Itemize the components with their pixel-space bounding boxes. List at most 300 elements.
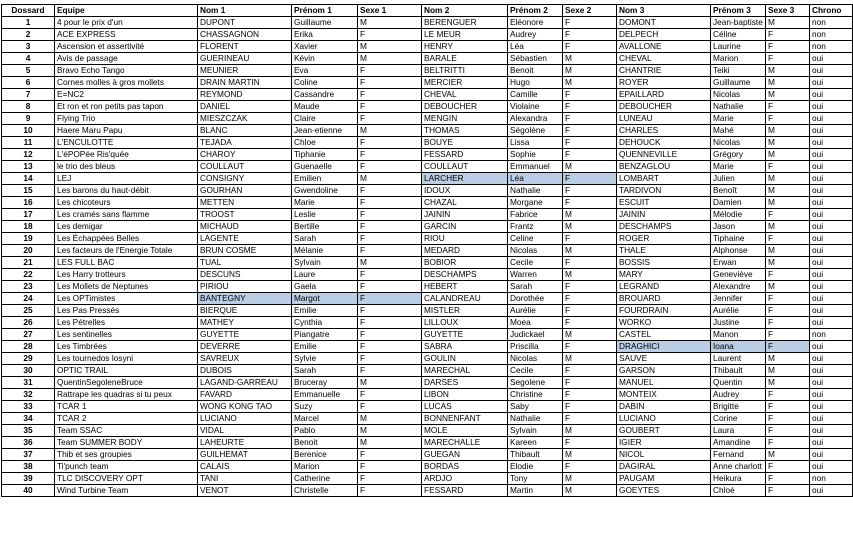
table-row <box>2 29 853 41</box>
cell-equipe: TCAR 1 <box>55 401 198 413</box>
cell-prenom-1: Emilien <box>292 173 358 185</box>
cell-nom-3: THALE <box>617 245 711 257</box>
cell-prenom-2: Nicolas <box>508 245 563 257</box>
cell-chrono: oui <box>810 221 853 233</box>
cell-sexe-1: F <box>358 113 422 125</box>
cell-prenom-2: Cecile <box>508 365 563 377</box>
cell-nom-2: CHAZAL <box>422 197 508 209</box>
cell-prenom-3: Grégory <box>711 149 766 161</box>
cell-sexe-3: F <box>766 209 810 221</box>
cell-prenom-1: Kévin <box>292 53 358 65</box>
cell-sexe-2: F <box>563 149 617 161</box>
cell-sexe-2: F <box>563 185 617 197</box>
cell-prenom-3: Amandine <box>711 437 766 449</box>
cell-chrono: oui <box>810 449 853 461</box>
cell-sexe-2: F <box>563 101 617 113</box>
cell-sexe-2: F <box>563 389 617 401</box>
cell-prenom-2: Kareen <box>508 437 563 449</box>
cell-chrono: oui <box>810 437 853 449</box>
cell-equipe: 4 pour le prix d'un <box>55 17 198 29</box>
cell-prenom-1: Emilie <box>292 341 358 353</box>
cell-nom-2: CHEVAL <box>422 89 508 101</box>
table-row <box>2 17 853 29</box>
cell-prenom-1: Sylvie <box>292 353 358 365</box>
cell-dossard: 12 <box>2 149 55 161</box>
cell-chrono: non <box>810 41 853 53</box>
cell-nom-2: LILLOUX <box>422 317 508 329</box>
header-dossard: Dossard <box>2 5 55 17</box>
cell-nom-3: LUCIANO <box>617 413 711 425</box>
cell-sexe-1: F <box>358 305 422 317</box>
cell-equipe: QuentinSegoleneBruce <box>55 377 198 389</box>
cell-sexe-1: M <box>358 413 422 425</box>
cell-chrono: oui <box>810 341 853 353</box>
cell-prenom-1: Pablo <box>292 425 358 437</box>
cell-dossard: 23 <box>2 281 55 293</box>
cell-equipe: Cornes molles à gros mollets <box>55 77 198 89</box>
cell-sexe-1: F <box>358 389 422 401</box>
cell-sexe-2: M <box>563 449 617 461</box>
cell-prenom-3: Manon <box>711 329 766 341</box>
cell-nom-1: LAGAND-GARREAU <box>198 377 292 389</box>
cell-sexe-2: F <box>563 29 617 41</box>
table-row <box>2 461 853 473</box>
cell-prenom-2: Nicolas <box>508 353 563 365</box>
cell-sexe-2: M <box>563 329 617 341</box>
cell-sexe-2: F <box>563 413 617 425</box>
cell-prenom-1: Leslie <box>292 209 358 221</box>
cell-equipe: ACE EXPRESS <box>55 29 198 41</box>
cell-nom-3: BOSSIS <box>617 257 711 269</box>
cell-prenom-2: Christine <box>508 389 563 401</box>
cell-nom-1: MIESZCZAK <box>198 113 292 125</box>
cell-prenom-2: Moea <box>508 317 563 329</box>
cell-sexe-1: F <box>358 209 422 221</box>
table-row <box>2 377 853 389</box>
cell-sexe-3: F <box>766 329 810 341</box>
cell-prenom-2: Hugo <box>508 77 563 89</box>
cell-prenom-2: Léa <box>508 41 563 53</box>
cell-sexe-3: M <box>766 125 810 137</box>
cell-chrono: oui <box>810 113 853 125</box>
cell-sexe-2: F <box>563 341 617 353</box>
cell-prenom-2: Nathalie <box>508 185 563 197</box>
cell-prenom-1: Gwendoline <box>292 185 358 197</box>
cell-prenom-3: Heikura <box>711 473 766 485</box>
cell-chrono: oui <box>810 461 853 473</box>
cell-nom-1: LUCIANO <box>198 413 292 425</box>
cell-nom-3: CASTEL <box>617 329 711 341</box>
cell-sexe-1: F <box>358 293 422 305</box>
cell-dossard: 17 <box>2 209 55 221</box>
cell-equipe: Les Pas Pressés <box>55 305 198 317</box>
cell-nom-2: DESCHAMPS <box>422 269 508 281</box>
cell-dossard: 25 <box>2 305 55 317</box>
cell-equipe: Ti'punch team <box>55 461 198 473</box>
cell-chrono: oui <box>810 317 853 329</box>
cell-nom-1: PIRIOU <box>198 281 292 293</box>
cell-sexe-1: F <box>358 461 422 473</box>
cell-prenom-1: Marcel <box>292 413 358 425</box>
cell-prenom-2: Cecile <box>508 257 563 269</box>
cell-prenom-1: Marie <box>292 197 358 209</box>
cell-sexe-1: F <box>358 233 422 245</box>
cell-nom-3: DESCHAMPS <box>617 221 711 233</box>
table-row <box>2 161 853 173</box>
cell-sexe-3: F <box>766 29 810 41</box>
cell-sexe-3: M <box>766 449 810 461</box>
cell-prenom-1: Chloe <box>292 137 358 149</box>
cell-prenom-3: Chloé <box>711 485 766 497</box>
cell-nom-1: BIERQUE <box>198 305 292 317</box>
cell-chrono: oui <box>810 269 853 281</box>
cell-dossard: 5 <box>2 65 55 77</box>
table-row <box>2 449 853 461</box>
cell-prenom-3: Julien <box>711 173 766 185</box>
cell-sexe-1: F <box>358 161 422 173</box>
cell-prenom-2: Dorothée <box>508 293 563 305</box>
cell-nom-2: MOLE <box>422 425 508 437</box>
cell-equipe: OPTIC TRAIL <box>55 365 198 377</box>
cell-nom-1: TANI <box>198 473 292 485</box>
cell-prenom-3: Anne charlott <box>711 461 766 473</box>
cell-equipe: Les OPTimistes <box>55 293 198 305</box>
header-sexe-2: Sexe 2 <box>563 5 617 17</box>
cell-nom-1: TEJADA <box>198 137 292 149</box>
cell-equipe: Les demigar <box>55 221 198 233</box>
cell-equipe: L'ENCULOTTE <box>55 137 198 149</box>
cell-sexe-1: F <box>358 65 422 77</box>
cell-prenom-3: Marie <box>711 113 766 125</box>
cell-chrono: non <box>810 29 853 41</box>
cell-dossard: 31 <box>2 377 55 389</box>
cell-sexe-1: F <box>358 89 422 101</box>
cell-sexe-2: M <box>563 425 617 437</box>
cell-dossard: 9 <box>2 113 55 125</box>
cell-nom-1: VIDAL <box>198 425 292 437</box>
cell-prenom-1: Eva <box>292 65 358 77</box>
cell-prenom-1: Maude <box>292 101 358 113</box>
cell-prenom-3: Benoît <box>711 185 766 197</box>
table-row <box>2 41 853 53</box>
cell-nom-1: LAGENTE <box>198 233 292 245</box>
cell-sexe-2: F <box>563 437 617 449</box>
cell-chrono: oui <box>810 425 853 437</box>
cell-prenom-3: Ioana <box>711 341 766 353</box>
cell-dossard: 32 <box>2 389 55 401</box>
table-row <box>2 221 853 233</box>
cell-prenom-3: Aurélie <box>711 305 766 317</box>
cell-prenom-1: Sarah <box>292 365 358 377</box>
table-row <box>2 425 853 437</box>
cell-sexe-2: M <box>563 65 617 77</box>
cell-chrono: non <box>810 329 853 341</box>
cell-equipe: TCAR 2 <box>55 413 198 425</box>
cell-chrono: non <box>810 17 853 29</box>
cell-nom-3: MANUEL <box>617 377 711 389</box>
table-row <box>2 401 853 413</box>
cell-nom-2: RIOU <box>422 233 508 245</box>
cell-chrono: oui <box>810 353 853 365</box>
cell-chrono: oui <box>810 245 853 257</box>
table-row <box>2 257 853 269</box>
cell-chrono: oui <box>810 101 853 113</box>
cell-dossard: 16 <box>2 197 55 209</box>
cell-prenom-1: Gaela <box>292 281 358 293</box>
cell-sexe-2: F <box>563 173 617 185</box>
cell-prenom-1: Bertille <box>292 221 358 233</box>
cell-sexe-3: M <box>766 137 810 149</box>
cell-sexe-1: F <box>358 281 422 293</box>
cell-prenom-3: Fernand <box>711 449 766 461</box>
header-sexe-3: Sexe 3 <box>766 5 810 17</box>
cell-prenom-3: Audrey <box>711 389 766 401</box>
table-row <box>2 65 853 77</box>
table-row <box>2 113 853 125</box>
cell-chrono: oui <box>810 149 853 161</box>
cell-prenom-1: Mélanie <box>292 245 358 257</box>
table-row <box>2 389 853 401</box>
cell-sexe-3: M <box>766 185 810 197</box>
cell-sexe-2: F <box>563 317 617 329</box>
cell-sexe-3: M <box>766 245 810 257</box>
cell-prenom-2: Violaine <box>508 101 563 113</box>
cell-prenom-2: Segolene <box>508 377 563 389</box>
cell-nom-2: COULLAUT <box>422 161 508 173</box>
cell-chrono: oui <box>810 209 853 221</box>
header-chrono: Chrono <box>810 5 853 17</box>
table-row <box>2 317 853 329</box>
cell-nom-3: CHARLES <box>617 125 711 137</box>
cell-sexe-3: F <box>766 317 810 329</box>
cell-nom-3: DRAGHICI <box>617 341 711 353</box>
cell-nom-2: BOUYE <box>422 137 508 149</box>
cell-nom-2: DEBOUCHER <box>422 101 508 113</box>
cell-nom-2: BORDAS <box>422 461 508 473</box>
cell-prenom-2: Eléonore <box>508 17 563 29</box>
cell-nom-2: FESSARD <box>422 485 508 497</box>
cell-dossard: 6 <box>2 77 55 89</box>
cell-sexe-2: M <box>563 221 617 233</box>
table-row <box>2 245 853 257</box>
cell-nom-3: SAUVE <box>617 353 711 365</box>
cell-prenom-2: Tony <box>508 473 563 485</box>
cell-nom-2: MERCIER <box>422 77 508 89</box>
cell-prenom-3: Justine <box>711 317 766 329</box>
cell-nom-1: LAHEURTE <box>198 437 292 449</box>
cell-chrono: oui <box>810 125 853 137</box>
cell-prenom-1: Coline <box>292 77 358 89</box>
table-row <box>2 197 853 209</box>
header-sexe-1: Sexe 1 <box>358 5 422 17</box>
cell-nom-3: GOUBERT <box>617 425 711 437</box>
cell-prenom-1: Marion <box>292 461 358 473</box>
cell-dossard: 40 <box>2 485 55 497</box>
cell-nom-1: FLORENT <box>198 41 292 53</box>
cell-chrono: oui <box>810 377 853 389</box>
cell-prenom-2: Thibault <box>508 449 563 461</box>
cell-dossard: 11 <box>2 137 55 149</box>
cell-chrono: oui <box>810 53 853 65</box>
cell-nom-3: QUENNEVILLE <box>617 149 711 161</box>
cell-nom-2: MENGIN <box>422 113 508 125</box>
cell-nom-3: GARSON <box>617 365 711 377</box>
cell-sexe-3: F <box>766 461 810 473</box>
cell-prenom-2: Léa <box>508 173 563 185</box>
cell-prenom-3: Teiki <box>711 65 766 77</box>
cell-dossard: 24 <box>2 293 55 305</box>
cell-nom-1: DEVERRE <box>198 341 292 353</box>
cell-nom-2: LARCHER <box>422 173 508 185</box>
cell-prenom-3: Thibault <box>711 365 766 377</box>
cell-nom-1: WONG KONG TAO <box>198 401 292 413</box>
cell-prenom-3: Marion <box>711 53 766 65</box>
cell-nom-3: DAGIRAL <box>617 461 711 473</box>
cell-chrono: oui <box>810 89 853 101</box>
cell-prenom-1: Claire <box>292 113 358 125</box>
cell-sexe-3: F <box>766 425 810 437</box>
cell-sexe-3: M <box>766 281 810 293</box>
cell-equipe: Les Pétrelles <box>55 317 198 329</box>
cell-nom-3: DEHOUCK <box>617 137 711 149</box>
cell-sexe-1: F <box>358 77 422 89</box>
cell-sexe-1: F <box>358 221 422 233</box>
cell-nom-1: GUYETTE <box>198 329 292 341</box>
table-row <box>2 365 853 377</box>
cell-nom-1: GUILHEMAT <box>198 449 292 461</box>
cell-chrono: oui <box>810 185 853 197</box>
cell-dossard: 2 <box>2 29 55 41</box>
cell-nom-1: MICHAUD <box>198 221 292 233</box>
cell-sexe-1: F <box>358 329 422 341</box>
cell-sexe-1: F <box>358 269 422 281</box>
cell-sexe-3: F <box>766 233 810 245</box>
cell-equipe: Avis de passage <box>55 53 198 65</box>
cell-nom-2: BONNENFANT <box>422 413 508 425</box>
cell-sexe-3: F <box>766 305 810 317</box>
cell-prenom-3: Laurine <box>711 41 766 53</box>
cell-equipe: Les facteurs de l'Energie Totale <box>55 245 198 257</box>
cell-nom-2: MISTLER <box>422 305 508 317</box>
table-row <box>2 341 853 353</box>
cell-sexe-1: M <box>358 257 422 269</box>
cell-sexe-1: F <box>358 197 422 209</box>
cell-nom-1: MEUNIER <box>198 65 292 77</box>
cell-sexe-3: M <box>766 365 810 377</box>
cell-nom-3: WORKO <box>617 317 711 329</box>
cell-dossard: 14 <box>2 173 55 185</box>
cell-sexe-2: F <box>563 461 617 473</box>
cell-prenom-2: Sarah <box>508 281 563 293</box>
cell-dossard: 3 <box>2 41 55 53</box>
cell-equipe: Les Harry trotteurs <box>55 269 198 281</box>
cell-chrono: oui <box>810 173 853 185</box>
table-row <box>2 53 853 65</box>
table-row <box>2 185 853 197</box>
table-row <box>2 329 853 341</box>
cell-nom-2: IDOUX <box>422 185 508 197</box>
cell-sexe-2: F <box>563 305 617 317</box>
cell-nom-1: FAVARD <box>198 389 292 401</box>
cell-sexe-2: F <box>563 257 617 269</box>
cell-sexe-1: F <box>358 185 422 197</box>
cell-sexe-2: F <box>563 137 617 149</box>
cell-nom-3: CHANTRIE <box>617 65 711 77</box>
cell-nom-3: IGIER <box>617 437 711 449</box>
cell-prenom-3: Erwan <box>711 257 766 269</box>
cell-sexe-3: F <box>766 437 810 449</box>
cell-sexe-3: M <box>766 257 810 269</box>
cell-sexe-2: F <box>563 17 617 29</box>
cell-chrono: oui <box>810 197 853 209</box>
cell-prenom-2: Benoit <box>508 65 563 77</box>
cell-prenom-2: Judickael <box>508 329 563 341</box>
cell-sexe-1: M <box>358 437 422 449</box>
cell-prenom-3: Nicolas <box>711 137 766 149</box>
cell-nom-1: DUPONT <box>198 17 292 29</box>
cell-nom-1: SAVREUX <box>198 353 292 365</box>
cell-sexe-2: F <box>563 365 617 377</box>
cell-sexe-1: F <box>358 449 422 461</box>
cell-nom-2: HENRY <box>422 41 508 53</box>
cell-prenom-1: Jean-etienne <box>292 125 358 137</box>
cell-nom-2: MARECHALLE <box>422 437 508 449</box>
cell-nom-1: CALAIS <box>198 461 292 473</box>
cell-equipe: Bravo Echo Tango <box>55 65 198 77</box>
cell-nom-1: BRUN COSME <box>198 245 292 257</box>
cell-chrono: oui <box>810 293 853 305</box>
cell-prenom-2: Alexandra <box>508 113 563 125</box>
table-row <box>2 89 853 101</box>
cell-sexe-3: M <box>766 89 810 101</box>
participants-table <box>1 4 853 497</box>
cell-prenom-1: Laure <box>292 269 358 281</box>
cell-nom-1: DANIEL <box>198 101 292 113</box>
cell-prenom-3: Jason <box>711 221 766 233</box>
table-row <box>2 305 853 317</box>
cell-dossard: 27 <box>2 329 55 341</box>
table-body <box>2 17 853 497</box>
table-row <box>2 293 853 305</box>
table-row <box>2 437 853 449</box>
cell-dossard: 7 <box>2 89 55 101</box>
cell-sexe-1: F <box>358 245 422 257</box>
cell-dossard: 4 <box>2 53 55 65</box>
cell-nom-2: ARDJO <box>422 473 508 485</box>
cell-dossard: 20 <box>2 245 55 257</box>
cell-sexe-3: F <box>766 269 810 281</box>
cell-sexe-1: F <box>358 401 422 413</box>
cell-prenom-2: Sophie <box>508 149 563 161</box>
cell-sexe-1: F <box>358 29 422 41</box>
cell-prenom-1: Emilie <box>292 305 358 317</box>
table-row <box>2 137 853 149</box>
cell-nom-1: METTEN <box>198 197 292 209</box>
cell-nom-1: COULLAUT <box>198 161 292 173</box>
cell-nom-2: CALANDREAU <box>422 293 508 305</box>
cell-equipe: Wind Turbine Team <box>55 485 198 497</box>
cell-nom-3: MONTEIX <box>617 389 711 401</box>
cell-prenom-3: Céline <box>711 29 766 41</box>
cell-nom-2: FESSARD <box>422 149 508 161</box>
cell-sexe-3: F <box>766 413 810 425</box>
cell-nom-3: MARY <box>617 269 711 281</box>
cell-chrono: oui <box>810 389 853 401</box>
cell-nom-3: LEGRAND <box>617 281 711 293</box>
cell-prenom-3: Marie <box>711 161 766 173</box>
cell-equipe: le trio des bleus <box>55 161 198 173</box>
cell-equipe: Les cramés sans flamme <box>55 209 198 221</box>
